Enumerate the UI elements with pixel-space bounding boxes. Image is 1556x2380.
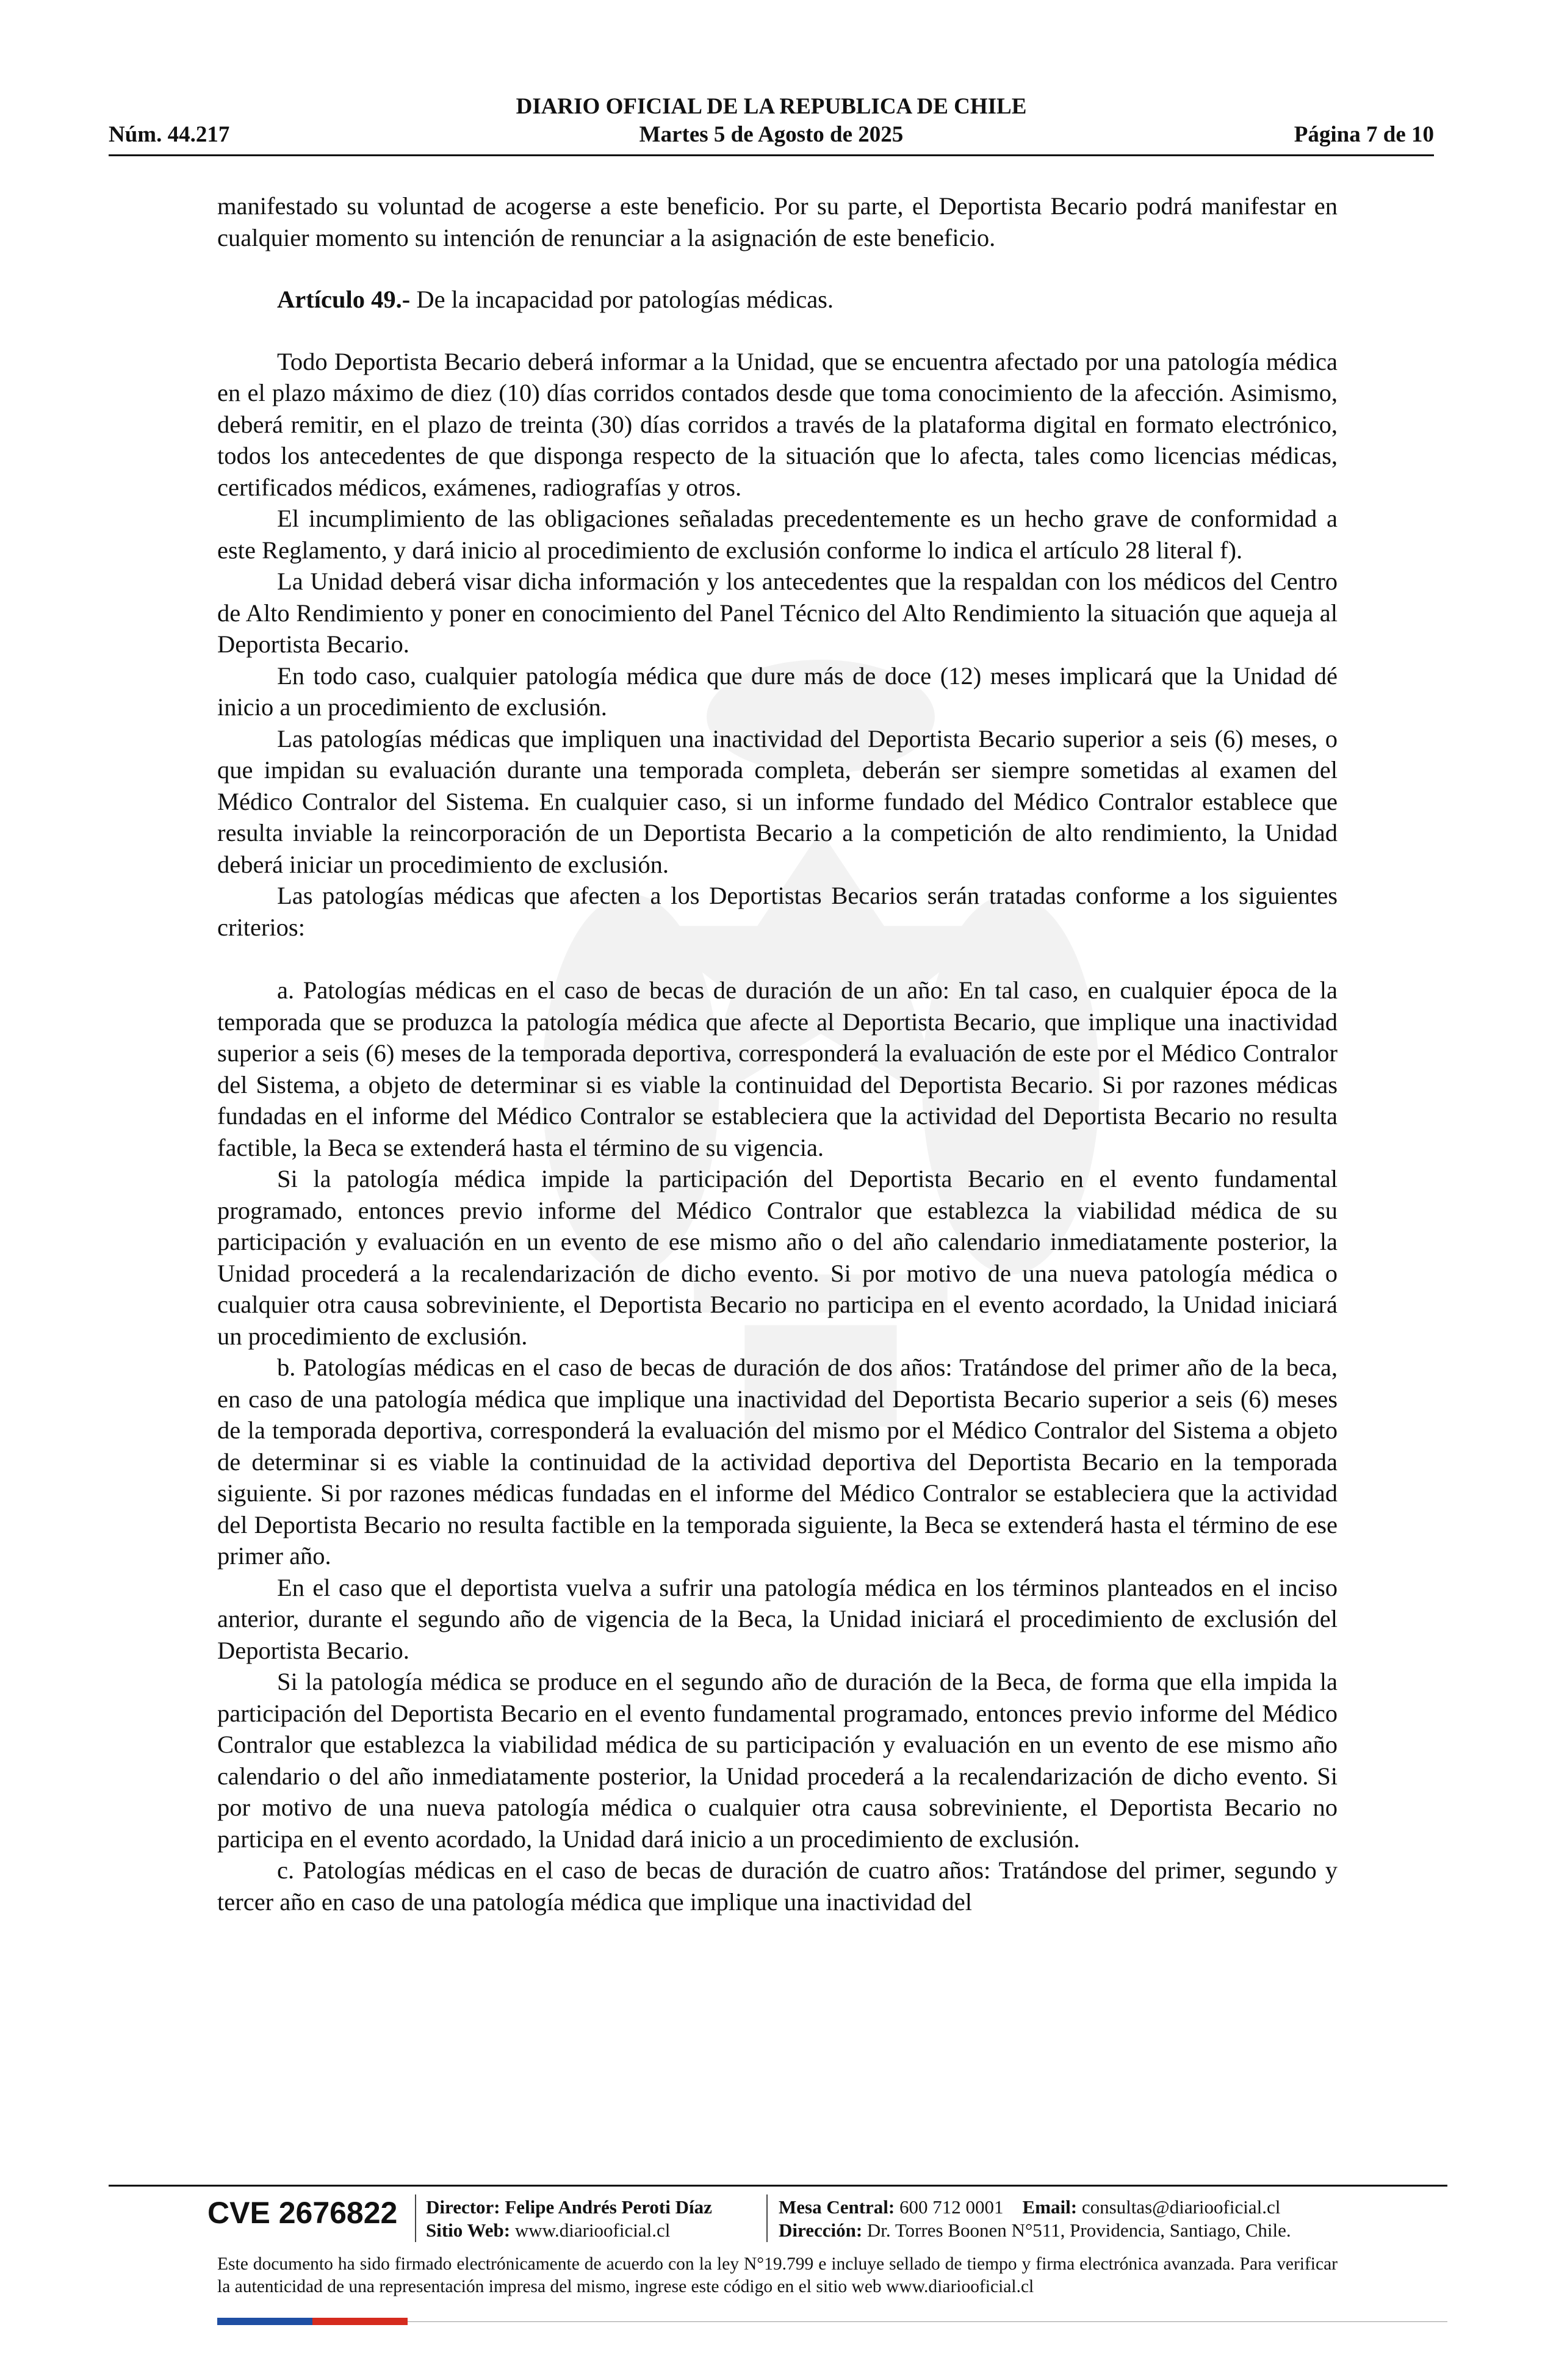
paragraph: La Unidad deberá visar dicha información y los antecedentes que la respaldan con los médicos del Centro de Alto Rendimiento y poner en conocimiento del Panel Técnico del Alto Rendimiento la situación que aqueja al Deportista Becario. (217, 568, 1338, 658)
paragraph: Si la patología médica impide la participación del Deportista Becario en el evento fundamental programado, entonces previo informe del Médico Contralor que establezca la viabilidad médica de su participación y evaluación en un evento de ese mismo año o del año calendario inmediatamente posterior, la Unidad procederá a la recalendarización de dicho evento. Si por motivo de una nueva patología médica o cualquier otra causa sobreviniente, el Deportista Becario no participa en el evento acordado, la Unidad iniciará un procedimiento de exclusión. (217, 1165, 1338, 1350)
article-heading (217, 284, 1338, 316)
header-divider (109, 154, 1434, 156)
paragraph: c. Patologías médicas en el caso de becas de duración de cuatro años: Tratándose del primer, segundo y tercer año en caso de una patología médica que implique una inactividad del (217, 1856, 1338, 1916)
article-label: Artículo 49.- (277, 286, 411, 313)
footer-separator (415, 2194, 416, 2242)
page-header (109, 93, 1434, 154)
paragraph: En el caso que el deportista vuelva a sufrir una patología médica en los términos planteados en el inciso anterior, durante el segundo año de vigencia de la Beca, la Unidad iniciará el procedimiento de exclusión del Deportista Becario. (217, 1573, 1338, 1664)
paragraph: En todo caso, cualquier patología médica que dure más de doce (12) meses implicará que la Unidad dé inicio a un procedimiento de exclusión. (217, 662, 1338, 721)
website-line (426, 2219, 670, 2242)
paragraph: Las patologías médicas que impliquen una inactividad del Deportista Becario superior a seis (6) meses, o que impidan su evaluación durante una temporada completa, deberán ser siempre sometidas al examen del Médico Contralor del Sistema. En cualquier caso, si un informe fundado del Médico Contralor establece que resulta inviable la reincorporación de un Deportista Becario a la competición de alto rendimiento, la Unidad deberá iniciar un procedimiento de exclusión. (217, 724, 1338, 878)
director-label: Director: (426, 2196, 500, 2218)
issue-date: Martes 5 de Agosto de 2025 (639, 122, 904, 147)
flag-blue-segment (217, 2318, 312, 2325)
paragraph: a. Patologías médicas en el caso de becas de duración de un año: En tal caso, en cualquier época de la temporada que se produzca la patología médica que afecte al Deportista Becario, que implique una inactividad superior a seis (6) meses de la temporada deportiva, corresponderá la evaluación de este por el Médico Contralor del Sistema, a objeto de determinar si es viable la continuidad del Deportista Becario. Si por razones médicas fundadas en el informe del Médico Contralor se estableciera que la actividad del Deportista Becario no resulta factible, la Beca se extenderá hasta el término de su vigencia. (217, 976, 1338, 1161)
paragraph: El incumplimiento de las obligaciones señaladas precedentemente es un hecho grave de conformidad a este Reglamento, y dará inicio al procedimiento de exclusión conforme lo indica el artículo 28 literal f). (217, 505, 1338, 564)
gazette-title: DIARIO OFICIAL DE LA REPUBLICA DE CHILE (516, 94, 1027, 119)
director-line (426, 2196, 712, 2219)
issue-number: Núm. 44.217 (109, 122, 230, 147)
paragraph: Si la patología médica se produce en el segundo año de duración de la Beca, de forma que ella impida la participación del Deportista Becario en el evento fundamental programado, entonces previo informe del Médico Contralor que establezca la viabilidad médica de su participación y evaluación en un evento de ese mismo año calendario o del año inmediatamente posterior, la Unidad procederá a la recalendarización de dicho evento. Si por motivo de una nueva patología médica o cualquier otra causa sobreviniente, el Deportista Becario no participa en el evento acordado, la Unidad dará inicio a un procedimiento de exclusión. (217, 1668, 1338, 1853)
paragraph: b. Patologías médicas en el caso de becas de duración de dos años: Tratándose del primer año de la beca, en caso de una patología médica que implique una inactividad del Deportista Becario superior a seis (6) meses de la temporada deportiva, corresponderá la evaluación del mismo por el Médico Contralor del Sistema a objeto de determinar si es viable la continuidad de la actividad deportiva del Deportista Becario en la temporada siguiente. Si por razones médicas fundadas en el informe del Médico Contralor se estableciera que la actividad del Deportista Becario no resulta factible en la temporada siguiente, la Beca se extenderá hasta el término de ese primer año. (217, 1354, 1338, 1570)
paragraph: Las patologías médicas que afecten a los Deportistas Becarios serán tratadas conforme a los siguientes criterios: (217, 882, 1338, 941)
director-name: Felipe Andrés Peroti Díaz (505, 2196, 712, 2218)
website-label: Sitio Web: (426, 2220, 511, 2241)
website-link[interactable]: www.diariooficial.cl (514, 2220, 671, 2241)
flag-stripe (217, 2318, 408, 2325)
email-link[interactable]: consultas@diariooficial.cl (1081, 2196, 1281, 2218)
footer-separator (766, 2194, 768, 2242)
cve-code: CVE 2676822 (207, 2196, 398, 2230)
mesa-phone: 600 712 0001 (899, 2196, 1004, 2218)
paragraph: manifestado su voluntad de acogerse a este beneficio. Por su parte, el Deportista Becario podrá manifestar en cualquier momento su intención de renunciar a la asignación de este beneficio. (217, 192, 1338, 251)
paragraph: Todo Deportista Becario deberá informar a la Unidad, que se encuentra afectado por una patología médica en el plazo máximo de diez (10) días corridos contados desde que toma conocimiento de la afección. Asimismo, deberá remitir, en el plazo de treinta (30) días corridos a través de la plataforma digital en formato electrónico, todos los antecedentes de que disponga respecto de la situación que lo afecta, tales como licencias médicas, certificados médicos, exámenes, radiografías y otros. (217, 347, 1338, 501)
article-title: De la incapacidad por patologías médicas. (410, 286, 834, 313)
page-number: Página 7 de 10 (1294, 122, 1434, 147)
address-line (779, 2219, 1291, 2242)
email-label: Email: (1022, 2196, 1078, 2218)
contact-line (779, 2196, 1280, 2219)
footer-divider (109, 2185, 1447, 2187)
mesa-label: Mesa Central: (779, 2196, 895, 2218)
address-value: Dr. Torres Boonen N°511, Providencia, Santiago, Chile. (866, 2220, 1291, 2241)
footer-bottom-divider (408, 2321, 1447, 2322)
address-label: Dirección: (779, 2220, 863, 2241)
document-body (217, 190, 1338, 1917)
signature-disclaimer: Este documento ha sido firmado electrónicamente de acuerdo con la ley N°19.799 e incluye sellado de tiempo y firma electrónica avanzada. Para verificar la autenticidad de una representación impresa del mismo, ingrese este código en el sitio web www.diariooficial.cl (217, 2254, 1338, 2296)
flag-red-segment (312, 2318, 408, 2325)
